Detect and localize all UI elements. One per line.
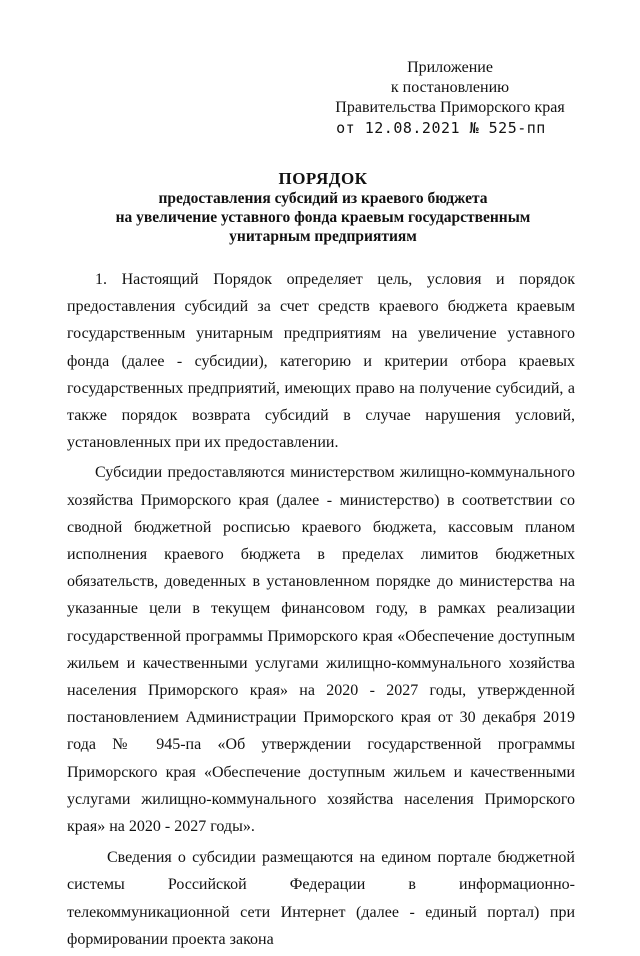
appendix-label: Приложение (407, 59, 493, 76)
document-title-block (60, 168, 586, 246)
appendix-date-number: от 12.08.2021 № 525-пп (336, 119, 546, 137)
document-body (67, 266, 575, 956)
paragraph-1: 1. Настоящий Порядок определяет цель, условия и порядок предоставления субсидий за счет средств краевого бюджета краевым государственным унитарным предприятиям на увеличение уставного фонда (далее - субсидии), категорию и критерии отбора краевых государственных предприятий, имеющих право на получение субсидий, а также порядок возврата субсидий в случае нарушения условий, установленных при их предоставлении. (67, 271, 575, 452)
document-subtitle-line-3: унитарным предприятиям (229, 228, 417, 245)
document-subtitle-line-1: предоставления субсидий из краевого бюджета (158, 190, 488, 207)
paragraph-3: Сведения о субсидии размещаются на едином портале бюджетной системы Российской Федерации в информационно-телекоммуникационной сети Интернет (далее - единый портал) при формировании проекта закона (67, 849, 575, 948)
appendix-header (320, 58, 580, 138)
document-subtitle-line-2: на увеличение уставного фонда краевым государственным (115, 209, 531, 226)
document-title: ПОРЯДОК (278, 169, 368, 188)
appendix-government: Правительства Приморского края (335, 99, 565, 116)
appendix-resolution: к постановлению (390, 79, 510, 96)
paragraph-2: Субсидии предоставляются министерством жилищно-коммунального хозяйства Приморского края (далее - министерство) в соответствии со сводной бюджетной росписью краевого бюджета, кассовым планом исполнения краевого бюджета в пределах лимитов бюджетных обязательств, доведенных в установленном порядке до министерства на указанные цели в текущем финансовом году, в рамках реализации государственной программы Приморского края «Обеспечение доступным жильем и качественными услугами жилищно-коммунального хозяйства населения Приморского края» на 2020 - 2027 годы, утвержденной постановлением Администрации Приморского края от 30 декабря 2019 года № 945-па «Об утверждении государственной программы Приморского края «Обеспечение доступным жильем и качественными услугами жилищно-коммунального хозяйства населения Приморского края» на 2020 - 2027 годы». (67, 464, 575, 836)
